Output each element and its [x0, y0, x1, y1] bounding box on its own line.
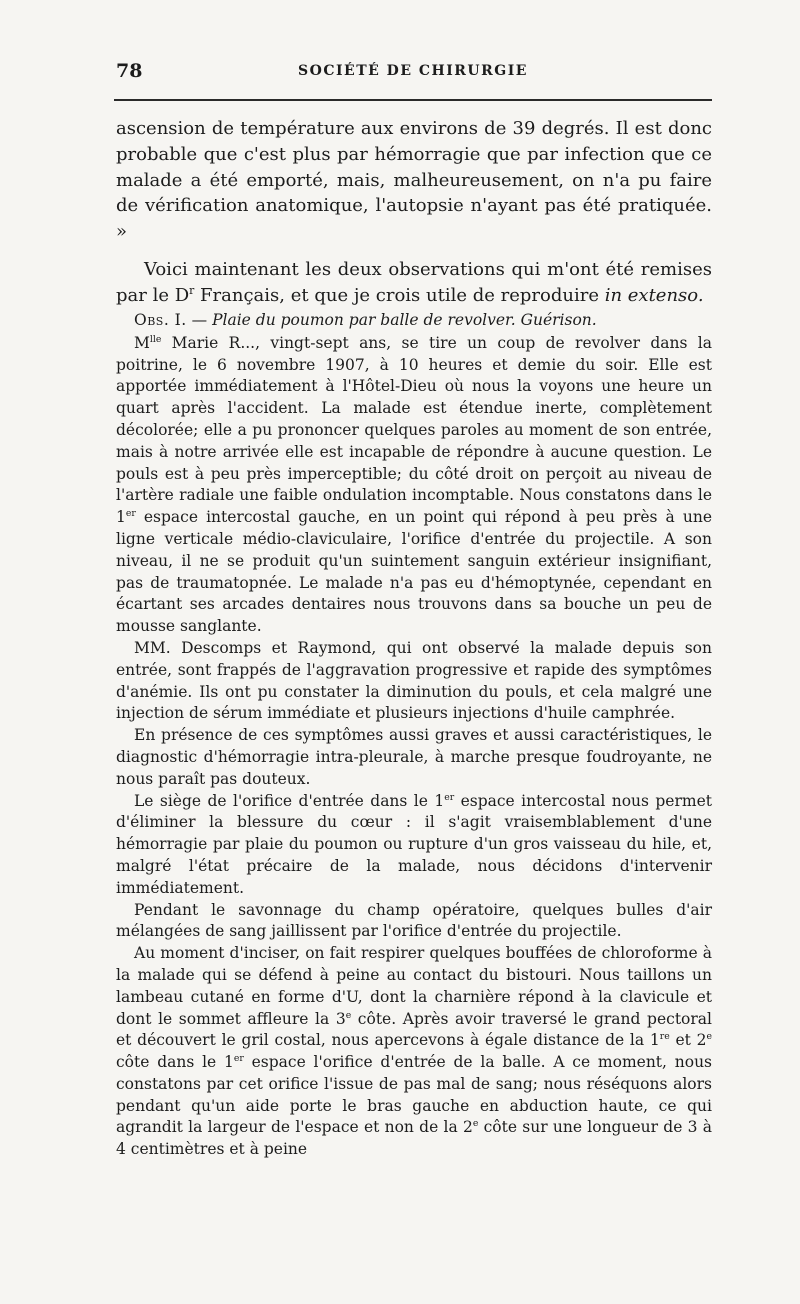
observation-paragraph-6: Au moment d'inciser, on fait respirer quelques bouffées de chloroforme à la malade qui se défend à peine au contact du bistouri. Nous taillons un lambeau cutané en forme d'U, dont la charnière répond à la clavicule et dont le sommet affleure la 3e côte. Après avoir traversé le grand pectoral et découvert le gril costal, nous apercevons à égale distance de la 1re et 2e côte dans le 1er espace l'orifice d'entrée de la balle. A ce moment, nous constatons par cet orifice l'issue de pas mal de sang; nous réséquons alors pendant qu'un aide porte le bras gauche en abduction haute, ce qui agrandit la largeur de l'espace et non de la 2e côte sur une longueur de 3 à 4 centimètres et à peine: [116, 944, 713, 1159]
header-rule: [114, 99, 712, 101]
observation-section: [116, 310, 712, 1161]
running-title: SOCIÉTÉ DE CHIRURGIE: [298, 63, 528, 79]
observation-paragraph-1: $M^{lle}$ Marie R..., vingt-sept ans, se tire un coup de revolver dans la poitrine, le 6 novembre 1907, à 10 heures et demie du soir. Elle est apportée immédiatement à l'Hôtel-Dieu où nous la voyons une heure un quart après l'accident. La malade est étendue inerte, complètement décolorée; elle a pu prononcer quelques paroles au moment de son entrée, mais à notre arrivée elle est incapable de répondre à aucune question. Le pouls est à peu près imperceptible; du côté droit on perçoit au niveau de l'artère radiale une faible ondulation incomptable. Nous constatons dans le 1er espace intercostal gauche, en un point qui répond à peu près à une ligne verticale médio-claviculaire, l'orifice d'entrée du projectile. A son niveau, il ne se produit qu'un suintement sanguin extérieur insignifiant, pas de traumatopnée. Le malade n'a pas eu d'hémoptynée, cependant en écartant ses arcades dentaires nous trouvons dans sa bouche un peu de mousse sanglante.: [116, 333, 712, 636]
page-number: 78: [116, 60, 143, 82]
observation-paragraph-2: MM. Descomps et Raymond, qui ont observé la malade depuis son entrée, sont frappés de l'aggravation progressive et rapide des symptômes d'anémie. Ils ont pu constater la diminution du pouls, et cela malgré une injection de sérum immédiate et plusieurs injections d'huile camphrée.: [116, 638, 712, 723]
lead-text: [116, 116, 712, 309]
observation-paragraph-3: En présence de ces symptômes aussi graves et aussi caractéristiques, le diagnostic d'hémorragie intra-pleurale, à marche presque foudroyante, ne nous paraît pas douteux.: [116, 726, 712, 788]
observation-title: Plaie du poumon par balle de revolver. Guérison.: [212, 311, 597, 329]
observation-paragraph-4: Le siège de l'orifice d'entrée dans le 1er espace intercostal nous permet d'éliminer la blessure du cœur : il s'agit vraisemblablement d'une hémorragie par plaie du poumon ou rupture d'un gros vaisseau du hile, et, malgré l'état précaire de la malade, nous décidons d'intervenir immédiatement.: [116, 791, 712, 897]
observation-paragraph-5: Pendant le savonnage du champ opératoire, quelques bulles d'air mélangées de sang jaillissent par l'orifice d'entrée du projectile.: [116, 900, 712, 941]
lead-paragraph-1: ascension de température aux environs de 39 degrés. Il est donc probable que c'est plus par hémorragie que par infection que ce malade a été emporté, mais, malheureusement, on n'a pu faire de vérification anatomique, l'autopsie n'ayant pas été pratiquée. »: [116, 118, 712, 243]
observation-label: Obs. I.: [134, 311, 187, 329]
observation-heading: Obs. I. — Plaie du poumon par balle de revolver. Guérison.: [134, 311, 597, 329]
page-header: [116, 60, 710, 88]
lead-paragraph-2: Voici maintenant les deux observations qui m'ont été remises par le $D^r$ Français, et que je crois utile de reproduire in extenso.: [116, 258, 712, 306]
